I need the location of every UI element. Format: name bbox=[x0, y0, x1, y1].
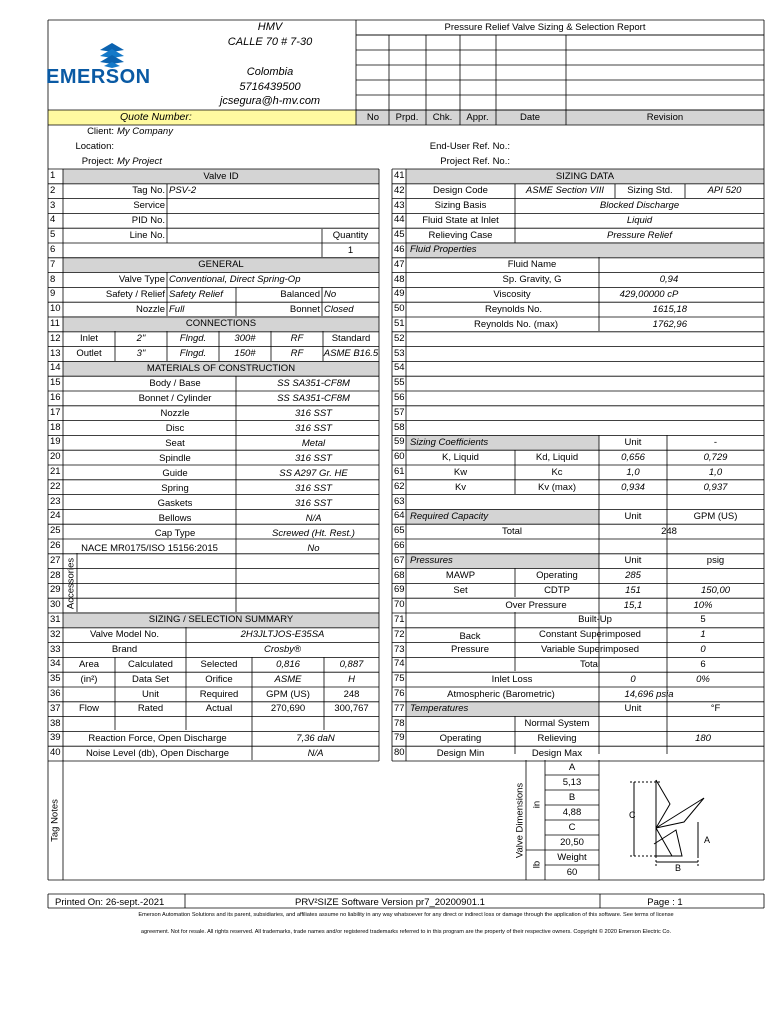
line-no-label: Line No. bbox=[129, 230, 165, 241]
diagram-label-c: C bbox=[629, 810, 636, 820]
row-number: 47 bbox=[394, 258, 405, 270]
temp-relieving-value: 180 bbox=[695, 733, 711, 744]
sizing-data-heading: SIZING DATA bbox=[555, 171, 615, 182]
row-number: 68 bbox=[394, 569, 405, 581]
row-number: 12 bbox=[50, 332, 61, 344]
relieving-case-label: Relieving Case bbox=[428, 230, 493, 241]
orifice-value: H bbox=[348, 674, 355, 685]
row-number: 41 bbox=[394, 170, 405, 181]
material-value: Metal bbox=[301, 438, 326, 449]
connections-heading: CONNECTIONS bbox=[185, 318, 257, 329]
normal-system-label: Normal System bbox=[524, 718, 590, 729]
row-number: 77 bbox=[394, 702, 405, 714]
row-number: 1 bbox=[50, 170, 56, 181]
valve-dimension-diagram bbox=[620, 770, 730, 874]
sp-gravity-label: Sp. Gravity, G bbox=[502, 274, 562, 285]
accessories-cell bbox=[63, 555, 77, 611]
kw-label: Kw bbox=[453, 467, 468, 478]
valve-id-heading: Valve ID bbox=[203, 171, 239, 182]
sp-gravity-value: 0,94 bbox=[659, 274, 679, 285]
row-number: 7 bbox=[50, 258, 56, 270]
temperatures-heading: Temperatures bbox=[410, 703, 469, 714]
operating-pressure-value: 285 bbox=[625, 570, 641, 581]
outlet-type: Flngd. bbox=[179, 348, 207, 359]
valve-model-value: 2H3JLTJOS-E35SA bbox=[240, 629, 325, 640]
dim-c-value: 20,50 bbox=[560, 837, 584, 848]
pressure-unit-label: Unit bbox=[624, 555, 642, 566]
row-number: 71 bbox=[394, 614, 405, 625]
noise-level-label: Noise Level (db), Open Discharge bbox=[85, 748, 230, 759]
operating-pressure-label: Operating bbox=[536, 570, 578, 581]
project-value: My Project bbox=[117, 156, 162, 167]
reynolds-max-label: Reynolds No. (max) bbox=[474, 319, 558, 330]
overpressure-percent: 10% bbox=[693, 600, 713, 611]
fluid-name-label: Fluid Name bbox=[507, 259, 557, 270]
row-number: 46 bbox=[394, 244, 405, 255]
material-label: Body / Base bbox=[149, 378, 201, 389]
row-number: 10 bbox=[50, 303, 61, 315]
row-number: 65 bbox=[394, 525, 405, 537]
location-label: Location: bbox=[75, 141, 114, 152]
dataset-label: Data Set bbox=[132, 674, 169, 685]
kv-max-label: Kv (max) bbox=[538, 482, 576, 493]
disclaimer-line-1: Emerson Automation Solutions and its parent, subsidiaries, and affiliates assume no liability in any way whatsoever for any direct or indirect loss or damage through the application of this software. See terms of license bbox=[138, 912, 674, 918]
general-heading: GENERAL bbox=[198, 259, 244, 270]
printed-on: Printed On: 26-sept.-2021 bbox=[55, 897, 165, 908]
sizing-basis-value: Blocked Discharge bbox=[599, 200, 680, 211]
design-max-label: Design Max bbox=[531, 748, 583, 759]
bonnet-value: Closed bbox=[324, 304, 354, 315]
valve-dimensions-label: Valve Dimensions bbox=[514, 782, 526, 859]
variable-superimposed-value: 0 bbox=[700, 644, 706, 655]
emerson-wordmark: EMERSON bbox=[46, 66, 151, 88]
material-value: N/A bbox=[305, 513, 322, 524]
required-capacity-heading: Required Capacity bbox=[410, 511, 489, 522]
builtup-label: Built-Up bbox=[578, 614, 612, 625]
row-number: 50 bbox=[394, 303, 405, 315]
in-unit-label: in bbox=[531, 800, 543, 809]
material-label: Nozzle bbox=[160, 408, 190, 419]
material-value: 316 SST bbox=[295, 408, 332, 419]
material-value: Screwed (Ht. Rest.) bbox=[272, 528, 355, 539]
coeff-unit-label: Unit bbox=[624, 437, 642, 448]
row-number: 6 bbox=[50, 244, 56, 255]
inlet-type: Flngd. bbox=[179, 333, 207, 344]
balanced-value: No bbox=[324, 289, 337, 300]
material-label: Disc bbox=[165, 423, 185, 434]
variable-superimposed-label: Variable Superimposed bbox=[540, 644, 640, 655]
row-number: 15 bbox=[50, 377, 61, 389]
sizing-basis-label: Sizing Basis bbox=[434, 200, 487, 211]
material-label: Spring bbox=[161, 483, 189, 494]
rev-col-appr: Appr. bbox=[466, 112, 489, 123]
coeff-unit-value: - bbox=[713, 437, 718, 448]
company-address: CALLE 70 # 7-30 bbox=[227, 36, 313, 48]
brand-label: Brand bbox=[111, 644, 138, 655]
sizing-std-label: Sizing Std. bbox=[627, 185, 673, 196]
outlet-face: RF bbox=[290, 348, 304, 359]
company-email: jcsegura@h-mv.com bbox=[219, 95, 321, 107]
tag-no-value: PSV-2 bbox=[169, 185, 197, 196]
reynolds-max-value: 1762,96 bbox=[652, 319, 687, 330]
capacity-total-value: 248 bbox=[661, 526, 677, 537]
standard-label: Standard bbox=[331, 333, 371, 344]
atmospheric-label: Atmospheric (Barometric) bbox=[447, 689, 555, 700]
weight-value: 60 bbox=[566, 867, 578, 878]
company-name: HMV bbox=[257, 21, 283, 33]
flow-label: Flow bbox=[78, 703, 100, 714]
row-number: 26 bbox=[50, 540, 61, 551]
inlet-label: Inlet bbox=[80, 333, 98, 344]
company-country: Colombia bbox=[246, 66, 294, 78]
relieving-case-value: Pressure Relief bbox=[607, 230, 672, 241]
software-version: PRV²SIZE Software Version pr7_20200901.1 bbox=[295, 897, 485, 908]
row-number: 19 bbox=[50, 436, 61, 448]
quote-number-label: Quote Number: bbox=[120, 111, 192, 123]
row-number: 63 bbox=[394, 495, 405, 507]
tag-no-label: Tag No. bbox=[132, 185, 165, 196]
material-value: SS A297 Gr. HE bbox=[279, 468, 348, 479]
row-number: 39 bbox=[50, 732, 61, 744]
mawp-label: MAWP bbox=[445, 570, 476, 581]
row-number: 31 bbox=[50, 614, 61, 625]
material-value: SS SA351-CF8M bbox=[277, 393, 350, 404]
calculated-label: Calculated bbox=[128, 659, 173, 670]
row-number: 11 bbox=[50, 318, 60, 329]
builtup-value: 5 bbox=[700, 614, 706, 625]
design-min-label: Design Min bbox=[436, 748, 485, 759]
flow-rated-value: 270,690 bbox=[270, 703, 306, 714]
row-number: 72 bbox=[394, 628, 405, 640]
project-label: Project: bbox=[81, 156, 114, 167]
valve-type-value: Conventional, Direct Spring-Op bbox=[169, 274, 301, 285]
row-number: 5 bbox=[50, 229, 56, 241]
valve-model-label: Valve Model No. bbox=[90, 629, 159, 640]
row-number: 43 bbox=[394, 199, 405, 211]
lb-unit-cell bbox=[531, 852, 543, 876]
temperature-unit-label: Unit bbox=[624, 703, 642, 714]
sizing-coeff-heading: Sizing Coefficients bbox=[410, 437, 489, 448]
capacity-unit-label: Unit bbox=[624, 511, 642, 522]
service-label: Service bbox=[133, 200, 165, 211]
kc-label: Kc bbox=[551, 467, 563, 478]
viscosity-label: Viscosity bbox=[493, 289, 531, 300]
rev-col-date: Date bbox=[519, 112, 541, 123]
k-liquid-value: 0,656 bbox=[621, 452, 645, 463]
material-label: Spindle bbox=[159, 453, 191, 464]
area-unit: (in²) bbox=[80, 674, 98, 685]
row-number: 80 bbox=[394, 747, 405, 759]
inlet-loss-value: 0 bbox=[630, 674, 636, 685]
temp-operating-label: Operating bbox=[439, 733, 482, 744]
area-selected-value: 0,887 bbox=[339, 659, 364, 670]
kv-value: 0,934 bbox=[621, 482, 645, 493]
flow-unit-label: Unit bbox=[142, 689, 159, 700]
row-number: 2 bbox=[50, 184, 56, 196]
bonnet-label: Bonnet bbox=[289, 304, 320, 315]
dataset-value: ASME bbox=[274, 674, 302, 685]
row-number: 33 bbox=[50, 643, 61, 655]
flow-unit-value: GPM (US) bbox=[266, 689, 310, 700]
row-number: 23 bbox=[50, 495, 61, 507]
outlet-rating: 150# bbox=[234, 348, 256, 359]
row-number: 30 bbox=[50, 599, 61, 611]
material-label: Cap Type bbox=[154, 528, 196, 539]
material-value: 316 SST bbox=[295, 483, 332, 494]
bp-total-value: 6 bbox=[700, 659, 706, 670]
rev-col-prpd: Prpd. bbox=[395, 112, 419, 123]
dim-b-value: 4,88 bbox=[562, 807, 582, 818]
row-number: 51 bbox=[394, 318, 405, 329]
row-number: 34 bbox=[50, 658, 61, 670]
fluid-state-value: Liquid bbox=[626, 215, 653, 226]
client-value: My Company bbox=[117, 126, 173, 137]
row-number: 32 bbox=[50, 628, 61, 640]
row-number: 18 bbox=[50, 421, 61, 433]
cdtp-value: 150,00 bbox=[700, 585, 731, 596]
valve-type-label: Valve Type bbox=[118, 274, 165, 285]
k-liquid-label: K, Liquid bbox=[442, 452, 479, 463]
row-number: 16 bbox=[50, 392, 61, 403]
reynolds-label: Reynolds No. bbox=[484, 304, 542, 315]
dim-a-label: A bbox=[568, 762, 576, 773]
pressures-heading: Pressures bbox=[410, 555, 453, 566]
rev-col-revision: Revision bbox=[646, 112, 684, 123]
row-number: 74 bbox=[394, 658, 405, 670]
row-number: 35 bbox=[50, 673, 61, 685]
rev-col-no: No bbox=[366, 112, 380, 123]
viscosity-value: 429,00000 cP bbox=[619, 289, 679, 300]
row-number: 21 bbox=[50, 466, 61, 477]
dim-c-label: C bbox=[568, 822, 576, 833]
brand-value: Crosby® bbox=[263, 644, 302, 655]
enduser-ref-label: End-User Ref. No.: bbox=[429, 141, 510, 152]
material-value: 316 SST bbox=[295, 453, 332, 464]
inlet-loss-label: Inlet Loss bbox=[491, 674, 533, 685]
row-number: 70 bbox=[394, 599, 405, 611]
row-number: 14 bbox=[50, 362, 61, 374]
row-number: 69 bbox=[394, 584, 405, 596]
row-number: 24 bbox=[50, 510, 61, 522]
reaction-force-value: 7,36 daN bbox=[296, 733, 335, 744]
accessories-label: Accessories bbox=[65, 557, 77, 610]
flow-actual-value: 300,767 bbox=[334, 703, 369, 714]
sizing-std-value: API 520 bbox=[707, 185, 742, 196]
row-number: 56 bbox=[394, 392, 405, 403]
row-number: 37 bbox=[50, 702, 61, 714]
weight-label: Weight bbox=[557, 852, 587, 863]
material-label: Gaskets bbox=[157, 498, 193, 509]
dim-b-label: B bbox=[568, 792, 576, 803]
capacity-total-label: Total bbox=[501, 526, 523, 537]
row-number: 62 bbox=[394, 480, 405, 492]
row-number: 54 bbox=[394, 362, 405, 374]
orifice-label: Orifice bbox=[205, 674, 233, 685]
kc-value: 1,0 bbox=[708, 467, 723, 478]
row-number: 60 bbox=[394, 451, 405, 463]
row-number: 4 bbox=[50, 214, 56, 226]
tag-notes-label: Tag Notes bbox=[49, 799, 61, 842]
quantity-value: 1 bbox=[347, 245, 354, 256]
reaction-force-label: Reaction Force, Open Discharge bbox=[88, 733, 227, 744]
row-number: 49 bbox=[394, 288, 405, 300]
row-number: 53 bbox=[394, 347, 405, 359]
overpressure-label: Over Pressure bbox=[505, 600, 567, 611]
atmospheric-value: 14,696 psia bbox=[624, 689, 674, 700]
report-title: Pressure Relief Valve Sizing & Selection Report bbox=[444, 22, 646, 33]
capacity-unit-value: GPM (US) bbox=[693, 511, 738, 522]
row-number: 36 bbox=[50, 688, 61, 699]
diagram-label-a: A bbox=[704, 835, 711, 845]
kd-liquid-value: 0,729 bbox=[703, 452, 728, 463]
row-number: 48 bbox=[394, 273, 405, 285]
outlet-label: Outlet bbox=[76, 348, 102, 359]
design-code-value: ASME Section VIII bbox=[525, 185, 605, 196]
material-value: SS SA351-CF8M bbox=[277, 378, 350, 389]
nozzle-type-label: Nozzle bbox=[135, 304, 165, 315]
balanced-label: Balanced bbox=[280, 289, 320, 300]
row-number: 73 bbox=[394, 643, 405, 655]
row-number: 29 bbox=[50, 584, 61, 596]
row-number: 52 bbox=[394, 332, 405, 344]
set-pressure-value: 151 bbox=[625, 585, 641, 596]
standard-value: ASME B16.5 bbox=[323, 348, 379, 359]
row-number: 59 bbox=[394, 436, 405, 448]
temperature-unit-value: °F bbox=[710, 703, 721, 714]
set-pressure-label: Set bbox=[453, 585, 468, 596]
inlet-rating: 300# bbox=[234, 333, 256, 344]
actual-label: Actual bbox=[205, 703, 233, 714]
materials-heading: MATERIALS OF CONSTRUCTION bbox=[146, 363, 296, 374]
constant-superimposed-value: 1 bbox=[700, 629, 706, 640]
kw-value: 1,0 bbox=[626, 467, 640, 478]
inlet-size: 2" bbox=[136, 333, 146, 344]
quantity-label: Quantity bbox=[332, 230, 369, 241]
row-number: 40 bbox=[50, 747, 61, 759]
cdtp-label: CDTP bbox=[544, 585, 570, 596]
material-label: NACE MR0175/ISO 15156:2015 bbox=[81, 543, 218, 554]
dim-a-value: 5,13 bbox=[562, 777, 582, 788]
material-label: Bellows bbox=[158, 513, 192, 524]
row-number: 8 bbox=[50, 273, 56, 285]
row-number: 27 bbox=[50, 554, 61, 566]
row-number: 55 bbox=[394, 377, 405, 389]
row-number: 67 bbox=[394, 554, 405, 566]
client-label: Client: bbox=[87, 126, 114, 137]
material-label: Bonnet / Cylinder bbox=[138, 393, 212, 404]
row-number: 28 bbox=[50, 569, 61, 581]
area-label: Area bbox=[78, 659, 100, 670]
page-number: Page : 1 bbox=[647, 897, 683, 908]
tag-notes-cell bbox=[48, 762, 62, 880]
kv-label: Kv bbox=[454, 482, 467, 493]
row-number: 45 bbox=[394, 229, 405, 241]
row-number: 13 bbox=[50, 347, 61, 359]
row-number: 78 bbox=[394, 717, 405, 729]
row-number: 57 bbox=[394, 406, 405, 418]
pressure-unit-value: psig bbox=[706, 555, 725, 566]
selected-label: Selected bbox=[200, 659, 238, 670]
back-pressure-label: Back Pressure bbox=[450, 631, 489, 655]
rated-label: Rated bbox=[137, 703, 164, 714]
material-label: Seat bbox=[165, 438, 185, 449]
overpressure-value: 15,1 bbox=[623, 600, 643, 611]
diagram-label-b: B bbox=[675, 863, 682, 873]
fluid-state-label: Fluid State at Inlet bbox=[422, 215, 499, 226]
kd-liquid-label: Kd, Liquid bbox=[535, 452, 579, 463]
temp-relieving-label: Relieving bbox=[537, 733, 577, 744]
dimensions-cell bbox=[512, 764, 526, 876]
safety-relief-value: Safety Relief bbox=[169, 289, 223, 300]
company-phone: 5716439500 bbox=[239, 81, 301, 93]
material-value: 316 SST bbox=[295, 498, 332, 509]
material-label: Guide bbox=[162, 468, 188, 479]
row-number: 20 bbox=[50, 451, 61, 463]
row-number: 76 bbox=[394, 688, 405, 699]
pid-no-label: PID No. bbox=[131, 215, 165, 226]
row-number: 17 bbox=[50, 406, 61, 418]
row-number: 64 bbox=[394, 510, 405, 522]
row-number: 79 bbox=[394, 732, 405, 744]
row-number: 42 bbox=[394, 184, 405, 196]
inlet-face: RF bbox=[290, 333, 304, 344]
nozzle-type-value: Full bbox=[169, 304, 185, 315]
design-code-label: Design Code bbox=[433, 185, 488, 196]
bp-total-label: Total bbox=[579, 659, 601, 670]
summary-heading: SIZING / SELECTION SUMMARY bbox=[148, 614, 294, 625]
material-value: No bbox=[307, 543, 320, 554]
fluid-properties-heading: Fluid Properties bbox=[410, 244, 477, 255]
project-ref-label: Project Ref. No.: bbox=[440, 156, 510, 167]
inlet-loss-percent: 0% bbox=[696, 674, 710, 685]
row-number: 75 bbox=[394, 673, 405, 685]
row-number: 58 bbox=[394, 421, 405, 433]
material-value: 316 SST bbox=[295, 423, 332, 434]
safety-relief-label: Safety / Relief bbox=[105, 289, 165, 300]
row-number: 61 bbox=[394, 466, 405, 477]
rev-col-chk: Chk. bbox=[432, 112, 453, 123]
kv-max-value: 0,937 bbox=[703, 482, 728, 493]
flow-required-value: 248 bbox=[343, 689, 360, 700]
reynolds-value: 1615,18 bbox=[652, 304, 687, 315]
noise-level-value: N/A bbox=[307, 748, 324, 759]
row-number: 38 bbox=[50, 717, 61, 729]
lb-unit-label: lb bbox=[531, 860, 543, 869]
row-number: 66 bbox=[394, 540, 405, 551]
outlet-size: 3" bbox=[136, 348, 146, 359]
area-calculated-value: 0,816 bbox=[276, 659, 300, 670]
constant-superimposed-label: Constant Superimposed bbox=[539, 629, 641, 640]
row-number: 44 bbox=[394, 214, 405, 226]
row-number: 9 bbox=[50, 288, 56, 300]
row-number: 25 bbox=[50, 525, 61, 537]
row-number: 22 bbox=[50, 480, 61, 492]
disclaimer-line-2: agreement. Not for resale. All rights reserved. All trademarks, trade names and/or registered trademarks referred to in this program are the property of their respective owners. Copyright © 2020 Emerson Electric Co. bbox=[140, 929, 672, 935]
required-label: Required bbox=[199, 689, 239, 700]
row-number: 3 bbox=[50, 199, 56, 211]
in-unit-cell bbox=[531, 790, 543, 820]
